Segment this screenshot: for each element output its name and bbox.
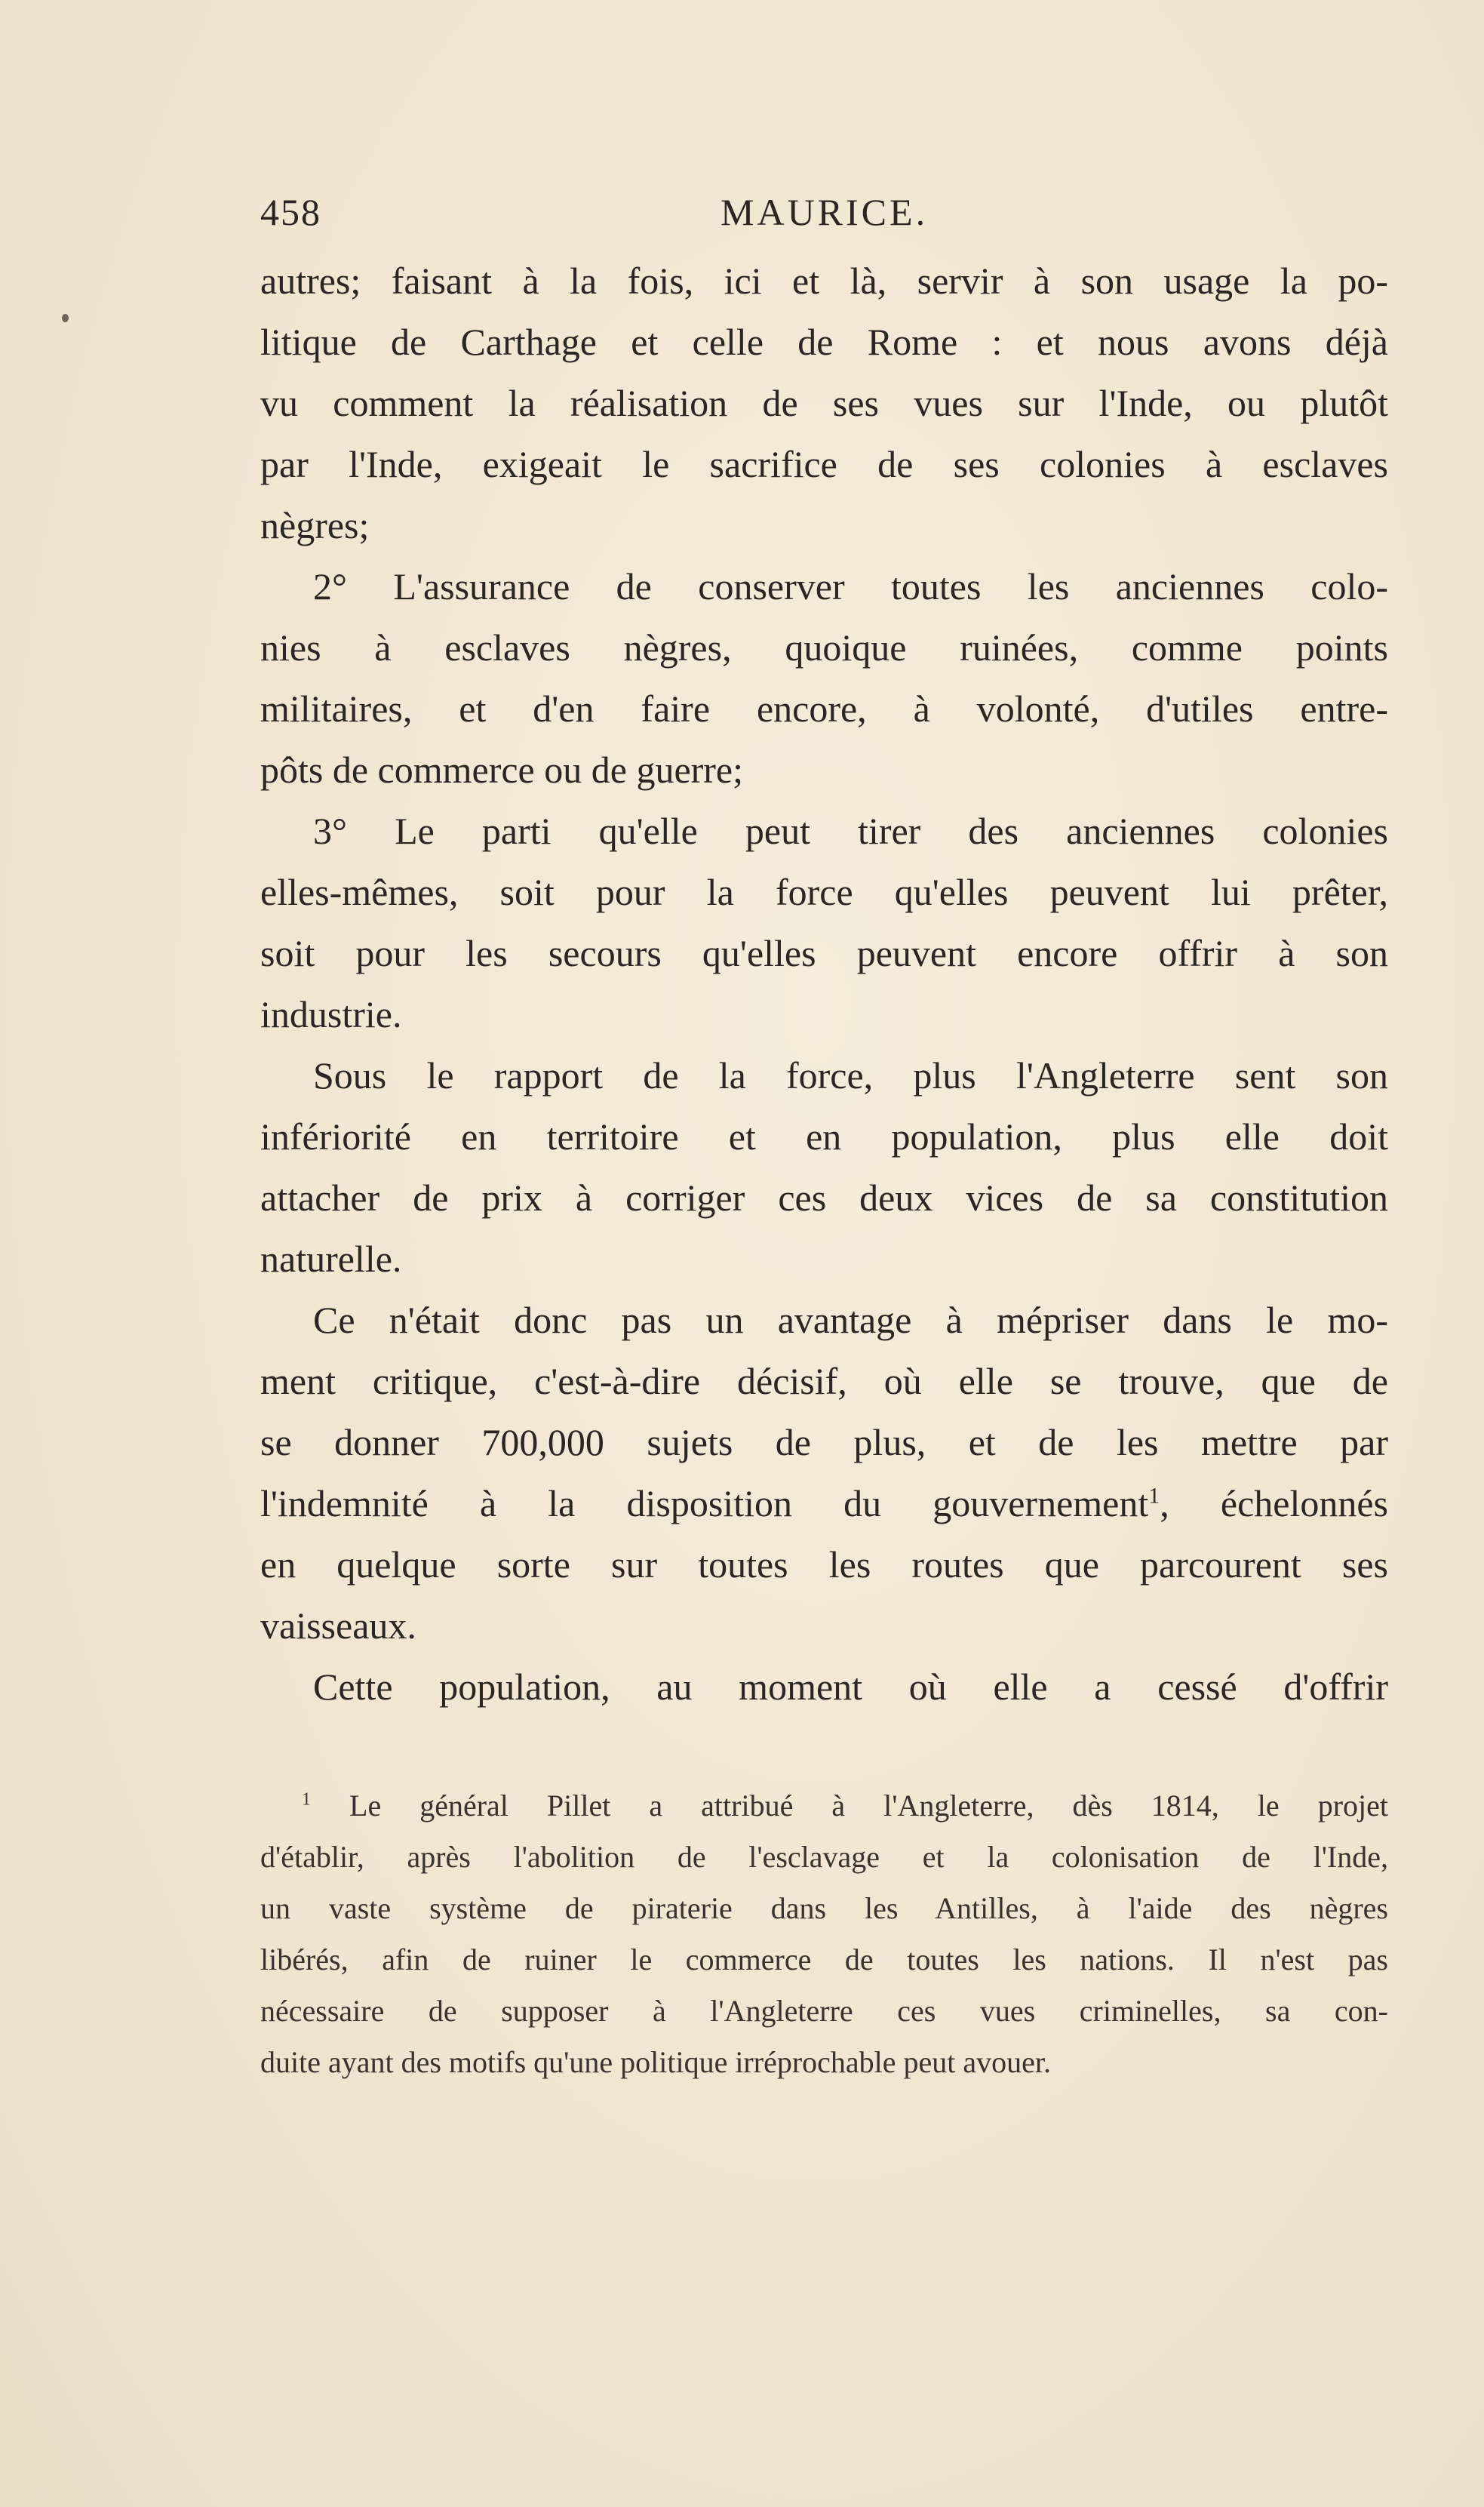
body-line: par l'Inde, exigeait le sacrifice de ses colonies à esclaves [260, 443, 1388, 485]
body-line: elles-mêmes, soit pour la force qu'elles peuvent lui prêter, [260, 871, 1388, 913]
body-line: militaires, et d'en faire encore, à volonté, d'utiles entre- [260, 688, 1388, 730]
footnote-line-text: Le général Pillet a attribué à l'Angleterre, dès 1814, le projet [349, 1789, 1388, 1823]
footnote-reference: 1 [1148, 1483, 1160, 1509]
body-line: en quelque sorte sur toutes les routes que parcourent ses [260, 1543, 1388, 1586]
body-line: autres; faisant à la fois, ici et là, servir à son usage la po- [260, 260, 1388, 302]
body-line: industrie. [260, 993, 402, 1035]
footnote [260, 1787, 1388, 2089]
body-line: attacher de prix à corriger ces deux vices de sa constitution [260, 1177, 1388, 1219]
body-line: se donner 700,000 sujets de plus, et de les mettre par [260, 1421, 1388, 1463]
body-text [260, 258, 1388, 1730]
body-line: ment critique, c'est-à-dire décisif, où elle se trouve, que de [260, 1360, 1388, 1402]
footnote-line: un vaste système de piraterie dans les Antilles, à l'aide des nègres [260, 1891, 1388, 1925]
body-line: Sous le rapport de la force, plus l'Angleterre sent son [313, 1054, 1388, 1097]
body-line: 2° L'assurance de conserver toutes les anciennes colo- [313, 565, 1388, 608]
footnote-line: d'établir, après l'abolition de l'esclavage et la colonisation de l'Inde, [260, 1840, 1388, 1874]
body-line-with-footnote-ref [260, 1481, 1388, 1527]
body-line: Cette population, au moment où elle a cessé d'offrir [313, 1666, 1388, 1708]
body-line: infériorité en territoire et en population, plus elle doit [260, 1115, 1388, 1158]
body-line: soit pour les secours qu'elles peuvent encore offrir à son [260, 932, 1388, 974]
body-line: naturelle. [260, 1238, 402, 1280]
footnote-line: duite ayant des motifs qu'une politique irréprochable peut avouer. [260, 2045, 1052, 2079]
body-line: vu comment la réalisation de ses vues sur l'Inde, ou plutôt [260, 382, 1388, 424]
body-line: vaisseaux. [260, 1604, 416, 1647]
body-line: litique de Carthage et celle de Rome : et nous avons déjà [260, 321, 1388, 363]
body-line: nies à esclaves nègres, quoique ruinées, comme points [260, 626, 1388, 669]
footnote-line: nécessaire de supposer à l'Angleterre ces vues criminelles, sa con- [260, 1994, 1388, 2028]
body-line: pôts de commerce ou de guerre; [260, 749, 744, 791]
body-line: 3° Le parti qu'elle peut tirer des anciennes colonies [313, 810, 1388, 852]
body-line: nègres; [260, 504, 370, 546]
running-title: MAURICE. [720, 191, 929, 233]
footnote-marker: 1 [302, 1789, 311, 1810]
footnote-line: libérés, afin de ruiner le commerce de toutes les nations. Il n'est pas [260, 1943, 1388, 1976]
body-line-text: , échelonnés [1160, 1482, 1388, 1524]
page-number: 458 [260, 191, 321, 233]
page-header [260, 190, 1388, 243]
ink-speck [62, 314, 69, 322]
footnote-line [260, 1787, 1388, 1826]
body-line-text: l'indemnité à la disposition du gouvernement [260, 1482, 1149, 1524]
body-line: Ce n'était donc pas un avantage à mépriser dans le mo- [313, 1299, 1388, 1341]
